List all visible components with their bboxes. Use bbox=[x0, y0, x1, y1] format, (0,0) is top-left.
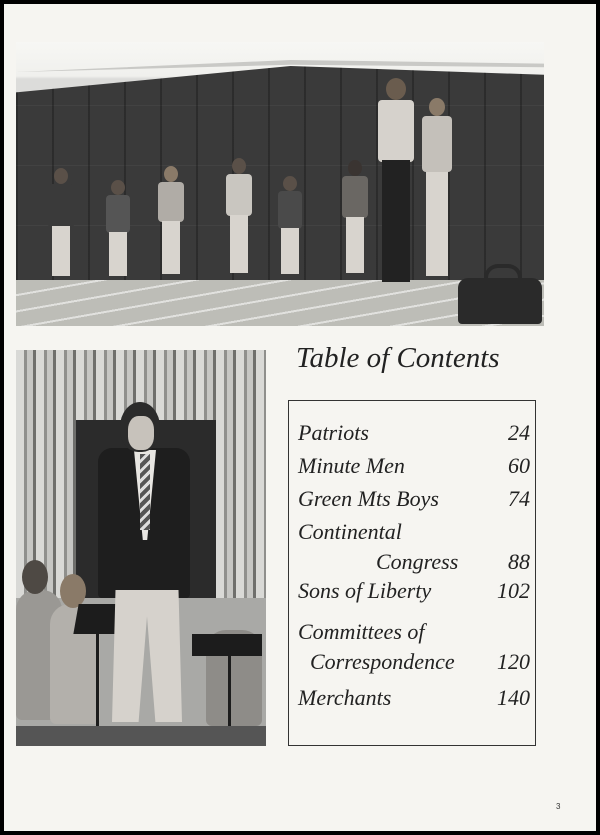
toc-entry-label-line2: Correspondence bbox=[310, 649, 455, 674]
toc-entry-label: Sons of Liberty bbox=[298, 578, 432, 603]
photo-runner bbox=[104, 180, 132, 276]
toc-entry-page: 102 bbox=[497, 578, 530, 603]
toc-entry-page: 24 bbox=[508, 420, 530, 445]
toc-entry-label: Continental bbox=[298, 519, 402, 544]
toc-entry-page: 60 bbox=[508, 453, 530, 478]
photo-stage-edge bbox=[16, 726, 266, 746]
toc-entry[interactable] bbox=[298, 683, 530, 713]
photo-runner bbox=[224, 158, 254, 276]
toc-entry[interactable] bbox=[298, 517, 530, 577]
photo-runner bbox=[420, 98, 454, 278]
toc-entry-label: Green Mts Boys bbox=[298, 486, 439, 511]
toc-entry-label-line2: Congress bbox=[376, 549, 459, 574]
yearbook-page bbox=[4, 4, 596, 831]
photo-runner bbox=[46, 168, 76, 278]
toc-entry[interactable] bbox=[298, 451, 530, 481]
toc-entry-page: 88 bbox=[508, 549, 530, 574]
photo-runner bbox=[156, 166, 186, 276]
toc-entry[interactable] bbox=[298, 617, 530, 677]
toc-entry-label: Merchants bbox=[298, 685, 392, 710]
photo-speaker-tie bbox=[140, 454, 150, 530]
photo-track-runners bbox=[16, 42, 544, 326]
photo-coach bbox=[376, 78, 416, 284]
toc-entry-label: Minute Men bbox=[298, 453, 405, 478]
toc-entry[interactable] bbox=[298, 418, 530, 448]
photo-runner bbox=[340, 160, 370, 276]
toc-entry-page: 74 bbox=[508, 486, 530, 511]
toc-box bbox=[288, 400, 536, 746]
toc-entry-label: Committees of bbox=[298, 619, 425, 644]
toc-title: Table of Contents bbox=[296, 342, 500, 374]
page-number: 3 bbox=[556, 802, 561, 811]
toc-entry[interactable] bbox=[298, 576, 530, 606]
toc-entry-label: Patriots bbox=[298, 420, 369, 445]
photo-runner bbox=[276, 176, 304, 276]
toc-entry[interactable] bbox=[298, 484, 530, 514]
toc-entry-page: 120 bbox=[497, 649, 530, 674]
photo-speaker-face bbox=[128, 416, 154, 450]
photo-stage-speaker bbox=[16, 350, 266, 746]
toc-entry-page: 140 bbox=[497, 685, 530, 710]
photo-bag bbox=[458, 278, 542, 324]
